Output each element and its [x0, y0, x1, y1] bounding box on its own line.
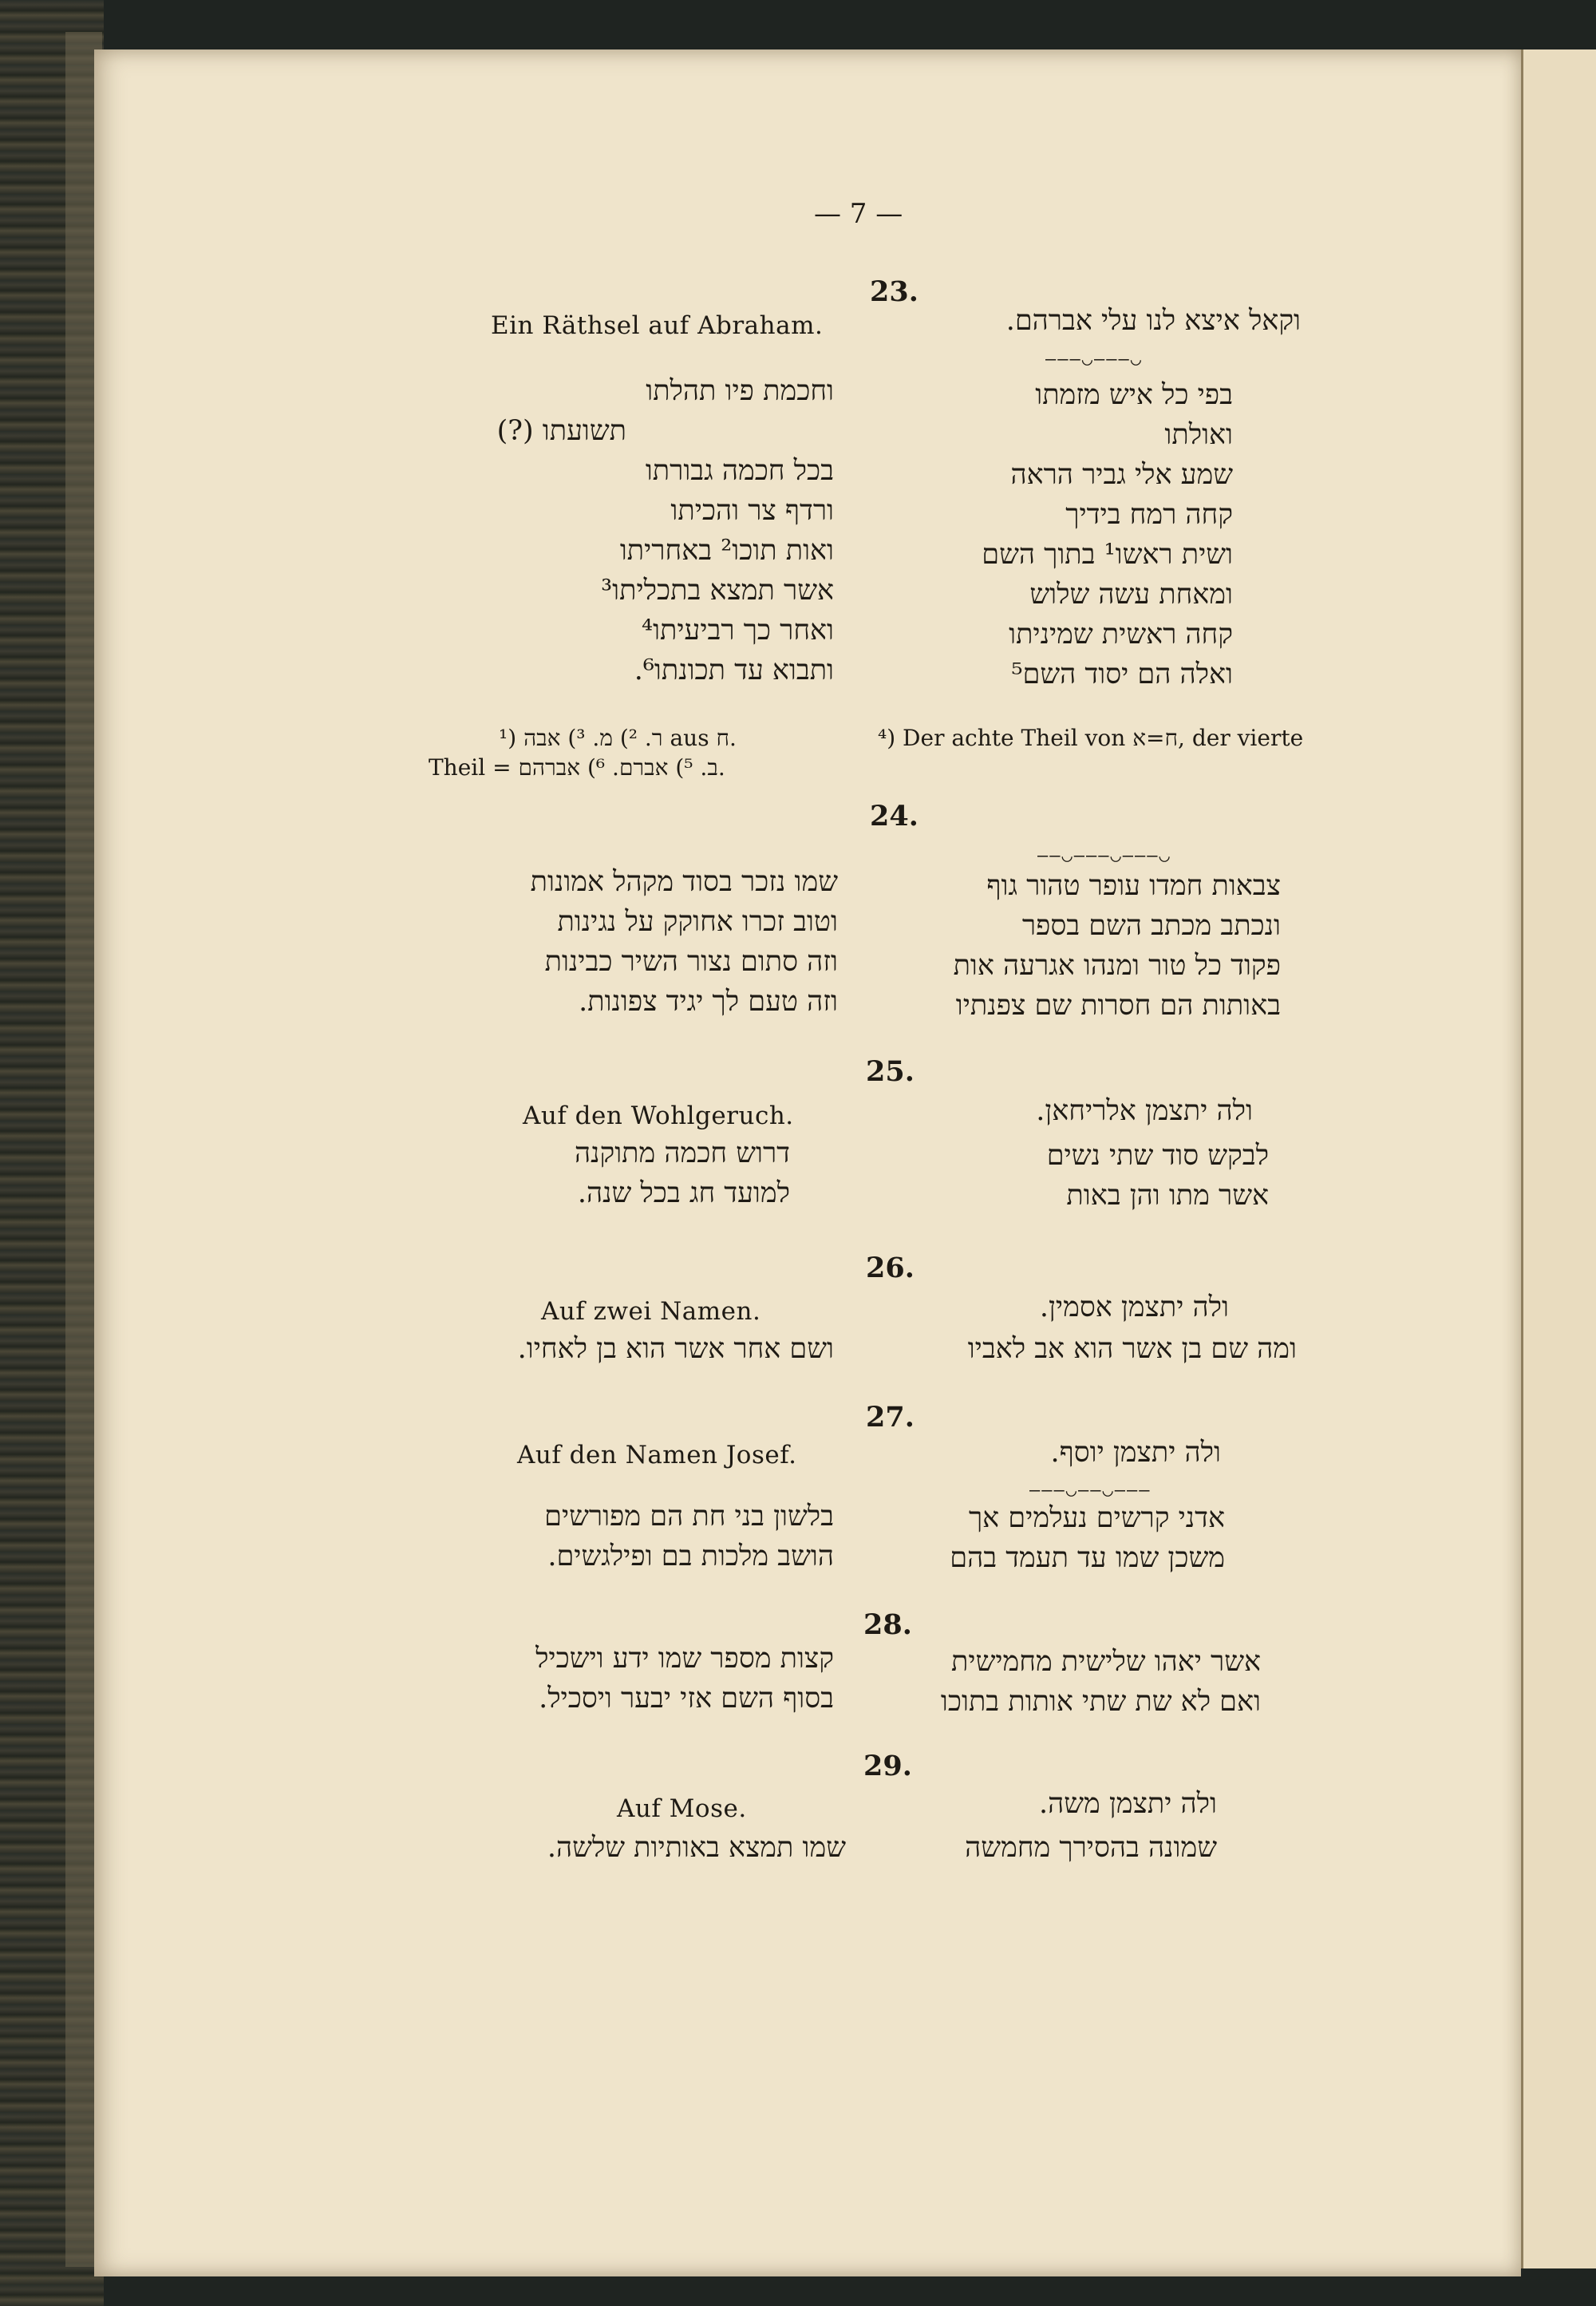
right-line: ואם לא שת שתי אותות בתוכו	[940, 1686, 1261, 1718]
right-line: קחה ראשית שמיניתו	[1009, 619, 1233, 651]
right-line: אדני קרשים נעלמים אך	[968, 1502, 1225, 1534]
left-line: דרוש חכמה מתוקנה	[574, 1137, 790, 1169]
left-line: בלשון בני חת הם מפורשים	[544, 1501, 834, 1533]
left-line: וטוב זכרו אחוקק על נגינות	[557, 906, 838, 938]
section-number-25: 25.	[866, 1055, 915, 1088]
left-title-29: Auf Mose.	[617, 1794, 747, 1823]
section-number-26: 26.	[866, 1252, 915, 1284]
left-line: שמו תמצא באותיות שלשה.	[547, 1832, 846, 1864]
left-line: וזה טעם לך יגיד צפונות.	[579, 986, 838, 1018]
left-line: למועד חג בכל שנה.	[577, 1177, 790, 1209]
right-line: באותות הם חסרות שם צפנתיו	[955, 990, 1281, 1022]
book-spine	[0, 0, 104, 2306]
next-page-edge	[1521, 49, 1596, 2268]
section-number-28: 28.	[863, 1608, 912, 1641]
left-title-26: Auf zwei Namen.	[541, 1297, 761, 1326]
right-line: לבקש סוד שתי נשים	[1046, 1140, 1269, 1172]
right-line: ושית ראשו¹ בתוך השם	[982, 539, 1233, 571]
right-line: אשר מתו והן באות	[1066, 1180, 1269, 1212]
right-line: אשר יאהו שלישית מחמישית	[951, 1646, 1261, 1678]
right-line: בפי כל איש מזמתו	[1035, 379, 1233, 411]
left-line: הושב מלכות בם ופילגשים.	[547, 1541, 834, 1572]
right-line: פקוד כל טור ומנהו אגרעה אות	[953, 950, 1281, 982]
right-title-23: וקאל איצא לנו עלי אברהם.	[1005, 305, 1301, 337]
footnote-right: ⁴) Der achte Theil von ח=א, der vierte	[878, 725, 1304, 751]
page-number: — 7 —	[814, 198, 903, 230]
left-line: ואות תוכו² באחריתו	[619, 535, 834, 567]
right-line: ומה שם בן אשר הוא אב לאביו	[967, 1333, 1297, 1365]
footnote-left-2: Theil = ב. ⁵) אברם. ⁶) אברהם.	[429, 754, 725, 781]
right-title-25: ולה יתצמן אלריחאן.	[1036, 1095, 1253, 1127]
right-line: ונכתב מכתב השם בספר	[1021, 910, 1281, 942]
right-line: שמונה בהסירך מחמשה	[965, 1832, 1217, 1864]
right-line: משכן שמו עד תעמד בהם	[950, 1542, 1225, 1574]
left-line: בסוף השם אזי יבער ויסכיל.	[539, 1683, 834, 1715]
left-line: בכל חכמה גבורתו	[645, 455, 834, 487]
section-number-29: 29.	[863, 1750, 912, 1782]
left-line: ותבוא עד תכונתו⁶.	[634, 655, 834, 686]
left-title-23: Ein Räthsel auf Abraham.	[491, 311, 824, 340]
left-line: ושם אחר אשר הוא בן לאחיו.	[517, 1333, 834, 1365]
meter-24: ––◡–––◡–––◡	[1037, 846, 1171, 866]
right-line: שמע אלי גביר הראה	[1010, 459, 1233, 491]
right-line: ואולתו	[1164, 419, 1233, 451]
section-number-24: 24.	[870, 800, 918, 833]
section-number-27: 27.	[866, 1401, 915, 1434]
right-line: ואלה הם יסוד השם⁵	[1011, 659, 1233, 690]
right-line: ומאחת עשה שלוש	[1029, 579, 1233, 611]
left-line: וזה סתום נצור השיר כבינות	[544, 946, 838, 978]
left-line: אשר תמצא בתכליתו³	[601, 575, 834, 607]
left-title-25: Auf den Wohlgeruch.	[523, 1102, 794, 1130]
left-line: וחכמת פיו תהלתו	[646, 375, 834, 407]
right-title-29: ולה יתצמן משה.	[1038, 1788, 1217, 1820]
meter-27: –––◡––◡–––	[1029, 1481, 1152, 1501]
left-line: ורדף צר והכיתו	[670, 495, 834, 527]
left-line: תשועתו (?)	[496, 415, 626, 447]
left-line: קצות מספר שמו ידע וישכיל	[535, 1643, 834, 1675]
meter-23: –––◡–––◡	[1045, 350, 1143, 370]
left-line: שמו נזכר בסוד מקהל אמונות	[530, 866, 838, 898]
right-title-27: ולה יתצמן יוסף.	[1050, 1437, 1221, 1469]
right-title-26: ולה יתצמן אסמין.	[1039, 1291, 1229, 1323]
right-line: קחה רמח בידיך	[1065, 499, 1233, 531]
left-line: ואחר כך רביעיתו⁴	[642, 615, 834, 647]
section-number-23: 23.	[870, 275, 918, 308]
left-title-27: Auf den Namen Josef.	[517, 1441, 797, 1469]
right-line: צבאות חמדו עופר טהור גוף	[986, 870, 1281, 902]
footnote-left-1: ¹) ר. ²) מ. ³) אבה aus ח.	[499, 725, 737, 751]
